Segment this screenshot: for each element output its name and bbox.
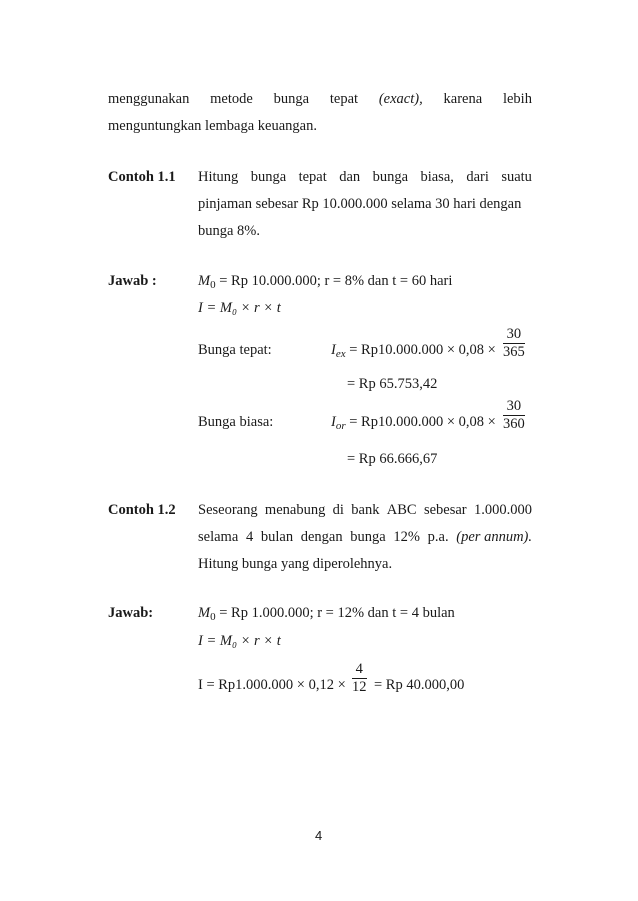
example-2-word: dengan: [300, 529, 343, 545]
answer-1-biasa-fraction: [503, 398, 525, 433]
answer-1-biasa-expr: [331, 414, 496, 431]
example-2-word: Seseorang: [198, 502, 258, 518]
page-number: 4: [315, 828, 323, 843]
example-1-word: dari: [466, 169, 489, 185]
example-2-word: p.a.: [427, 529, 449, 545]
intro-word: menggunakan: [108, 91, 190, 107]
answer-2-calc-expr: I = Rp1.000.000 × 0,12 ×: [198, 677, 346, 693]
intro-word: lebih: [502, 91, 532, 107]
example-1-line-3: bunga 8%.: [198, 223, 261, 239]
example-2-word: ABC: [386, 502, 417, 518]
example-2-word: menabung: [264, 502, 326, 518]
answer-2-result: = Rp 40.000,00: [374, 677, 465, 693]
fraction-numerator: 30: [506, 398, 522, 414]
answer-1-given-rest: = Rp 10.000.000; r = 8% dan t = 60 hari: [219, 273, 453, 289]
example-2-word: 12%: [393, 529, 420, 545]
answer-1-label: Jawab :: [108, 273, 157, 289]
answer-1-tepat-var: I: [331, 342, 336, 358]
example-1-word: suatu: [501, 169, 532, 185]
intro-line-1: [108, 91, 532, 108]
intro-word: karena: [443, 91, 483, 107]
answer-2-fraction: [352, 661, 367, 696]
answer-1-biasa-label: Bunga biasa:: [198, 414, 274, 430]
intro-word-exact: (exact),: [378, 91, 423, 107]
example-1-line-1: [198, 169, 532, 186]
fraction-numerator: 30: [506, 326, 522, 342]
example-1-word: bunga: [372, 169, 409, 185]
example-1-word: dan: [339, 169, 361, 185]
answer-1-tepat-label: Bunga tepat:: [198, 342, 272, 358]
answer-1-biasa-sub: or: [335, 420, 346, 432]
example-2-line-1: [198, 502, 532, 519]
answer-2-given-rest: = Rp 1.000.000; r = 12% dan t = 4 bulan: [219, 605, 455, 621]
answer-1-m-var: M: [198, 273, 211, 289]
example-2-word: bunga: [350, 529, 386, 545]
example-1-word: biasa,: [420, 169, 454, 185]
example-1-word: Hitung: [198, 169, 239, 185]
answer-2-given: [198, 605, 455, 622]
fraction-denominator: 360: [503, 416, 525, 432]
intro-word: bunga: [273, 91, 310, 107]
answer-1-tepat-expr: [331, 342, 496, 359]
example-2-word: bulan: [260, 529, 294, 545]
answer-1-tepat-sub: ex: [335, 348, 346, 360]
fraction-denominator: 12: [352, 679, 367, 695]
intro-line-2: menguntungkan lembaga keuangan.: [108, 118, 317, 134]
answer-1-biasa-var: I: [331, 414, 336, 430]
answer-1-tepat-fraction: [503, 326, 525, 361]
example-2-word: di: [332, 502, 344, 518]
answer-2-formula: I = M₀ × r × t: [198, 633, 281, 649]
answer-1-biasa-calc: = Rp10.000.000 × 0,08 ×: [349, 414, 496, 430]
answer-1-given: [198, 273, 452, 290]
answer-1-biasa-result: = Rp 66.666,67: [347, 451, 438, 467]
example-1-word: tepat: [298, 169, 327, 185]
fraction-denominator: 365: [503, 344, 525, 360]
example-2-line-3: Hitung bunga yang diperolehnya.: [198, 556, 393, 572]
answer-2-m-sub: 0: [210, 611, 216, 623]
example-2-word: 4: [245, 529, 254, 545]
answer-1-m-sub: 0: [210, 279, 216, 291]
answer-2-calc: [198, 677, 346, 694]
example-2-line-2: [198, 529, 532, 546]
example-2-word: bank: [351, 502, 380, 518]
example-2-word: sebesar: [423, 502, 467, 518]
fraction-numerator: 4: [355, 661, 363, 677]
example-1-word: bunga: [250, 169, 287, 185]
example-2-word-per-annum: (per annum).: [456, 529, 532, 545]
example-2-word: 1.000.000: [473, 502, 532, 518]
answer-1-tepat-calc: = Rp10.000.000 × 0,08 ×: [349, 342, 496, 358]
example-1-line-2: pinjaman sebesar Rp 10.000.000 selama 30 hari dengan: [198, 196, 522, 212]
answer-1-formula: I = M₀ × r × t: [198, 300, 281, 316]
answer-1-tepat-result: = Rp 65.753,42: [347, 376, 438, 392]
example-2-word: selama: [198, 529, 239, 545]
example-2-label: Contoh 1.2: [108, 502, 176, 518]
intro-word: metode: [210, 91, 253, 107]
answer-2-label: Jawab:: [108, 605, 154, 621]
example-1-label: Contoh 1.1: [108, 169, 176, 185]
answer-2-m-var: M: [198, 605, 211, 621]
intro-word: tepat: [329, 91, 359, 107]
